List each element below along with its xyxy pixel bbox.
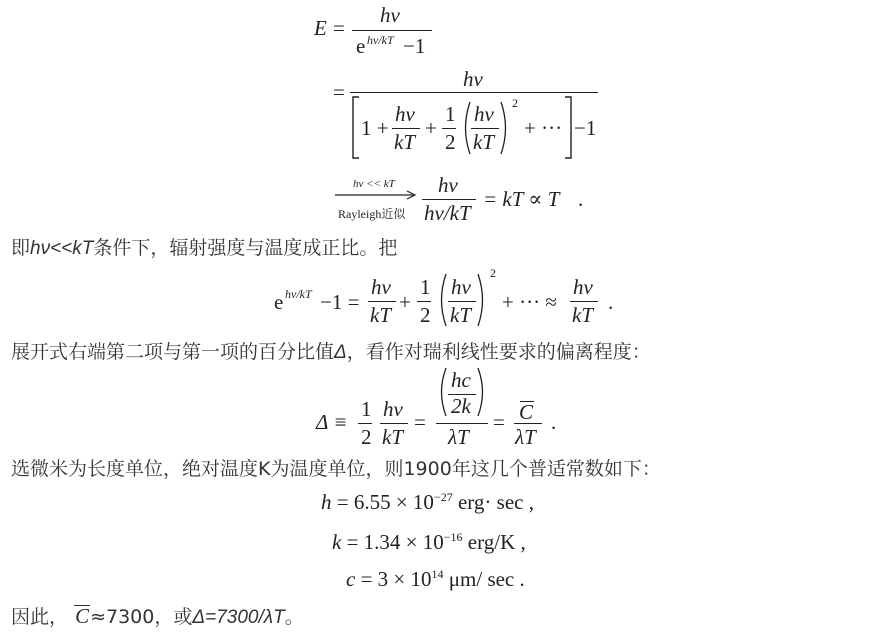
c-bar: C xyxy=(519,400,534,424)
fraction-bar xyxy=(380,423,408,424)
square-exponent: 2 xyxy=(512,96,518,110)
right-paren-icon xyxy=(476,366,488,418)
equals-sign: = xyxy=(414,410,426,434)
one-plus: 1 + xyxy=(361,116,389,140)
lambda-T: λT xyxy=(515,425,536,449)
limit-numerator: hν xyxy=(438,173,458,197)
fraction-numerator: hν xyxy=(463,67,483,91)
period: . xyxy=(578,187,584,211)
frac-denominator: kT xyxy=(394,130,415,154)
ellipsis-approx: + ··· ≈ xyxy=(502,290,557,314)
exponent: hν/kT xyxy=(367,33,394,47)
fraction-bar xyxy=(352,30,432,31)
minus-one-equals: −1 = xyxy=(320,290,360,314)
period: . xyxy=(551,410,557,434)
exponential-e: e xyxy=(274,290,284,314)
left-paren-icon xyxy=(436,272,448,328)
delta-symbol: Δ xyxy=(334,342,347,363)
frac-denominator: kT xyxy=(572,303,593,327)
frac-numerator: hν xyxy=(395,102,415,126)
half-numerator: 1 xyxy=(445,102,456,126)
fraction-bar xyxy=(442,128,456,129)
fraction-bar xyxy=(358,423,372,424)
half-denominator: 2 xyxy=(445,130,456,154)
equals-sign: = xyxy=(493,410,505,434)
fraction-bar xyxy=(448,301,476,302)
fraction-bar xyxy=(417,301,431,302)
half-denominator: 2 xyxy=(420,303,431,327)
fraction-numerator: hν xyxy=(380,3,400,27)
frac-numerator: hν xyxy=(573,275,593,299)
fraction-bar xyxy=(350,92,598,93)
period: . xyxy=(608,290,614,314)
frac-numerator: hν xyxy=(371,275,391,299)
fraction-bar xyxy=(422,199,476,200)
minus-one: −1 xyxy=(574,116,597,140)
frac-numerator: hν xyxy=(383,397,403,421)
paragraph-units: 选微米为长度单位，绝对温度K为温度单位，则1900年这几个普适常数如下： xyxy=(11,458,661,480)
frac-denominator: kT xyxy=(473,130,494,154)
frac-numerator: hν xyxy=(451,275,471,299)
square-exponent: 2 xyxy=(490,266,496,280)
plus-sign: + xyxy=(425,116,437,140)
frac-denominator: kT xyxy=(450,303,471,327)
constant-h: $h = 6.55 \times 10^{-27}$ erg· sec , xyxy=(321,490,534,514)
inner-denominator: 2k xyxy=(451,394,471,418)
plus-sign: + xyxy=(399,290,411,314)
fraction-bar xyxy=(570,301,598,302)
arrow-condition: hν << kT xyxy=(353,178,395,190)
right-paren-icon xyxy=(499,100,511,156)
symbol-E: E xyxy=(314,16,327,40)
fraction-bar xyxy=(368,301,396,302)
constant-k: $k = 1.34 \times 10^{-16}$ erg/K , xyxy=(332,530,526,554)
exponent: hν/kT xyxy=(285,287,312,301)
paragraph-conclusion: 因此， C≈7300，或Δ=7300/λT。 xyxy=(11,604,304,628)
c-bar: C xyxy=(75,604,90,628)
frac-numerator: hν xyxy=(474,102,494,126)
frac-denominator: kT xyxy=(370,303,391,327)
fraction-bar xyxy=(436,423,488,424)
paragraph-deviation: 展开式右端第二项与第一项的百分比值Δ，看作对瑞利线性要求的偏离程度： xyxy=(11,341,651,363)
right-bracket-icon xyxy=(562,96,574,160)
right-paren-icon xyxy=(476,272,488,328)
minus-one: −1 xyxy=(403,34,426,58)
fraction-bar xyxy=(514,423,542,424)
fraction-bar xyxy=(471,128,499,129)
paragraph-rayleigh-condition: 即hν<<kT条件下，辐射强度与温度成正比。把 xyxy=(11,237,398,259)
fraction-bar xyxy=(392,128,420,129)
arrow-label: Rayleigh近似 xyxy=(338,207,406,221)
limit-denominator: hν/kT xyxy=(424,201,471,225)
right-arrow-icon xyxy=(335,190,417,200)
exponential-e: e xyxy=(356,34,366,58)
equals-sign: = xyxy=(333,16,345,40)
frac-denominator: kT xyxy=(382,425,403,449)
equals-sign: = xyxy=(333,80,345,104)
condition-expression: hν<<kT xyxy=(30,238,94,259)
inner-numerator: hc xyxy=(451,368,471,392)
half-denominator: 2 xyxy=(361,425,372,449)
lambda-T: λT xyxy=(448,425,469,449)
half-numerator: 1 xyxy=(420,275,431,299)
constant-c: $c = 3 \times 10^{14}$ μm/ sec . xyxy=(346,567,525,591)
ellipsis-terms: + ··· xyxy=(524,116,563,140)
half-numerator: 1 xyxy=(361,397,372,421)
delta-lhs: Δ ≡ xyxy=(316,410,348,434)
delta-expression: Δ=7300/λT xyxy=(192,607,285,628)
limit-result: = kT ∝ T xyxy=(483,187,560,211)
left-paren-icon xyxy=(436,366,448,418)
